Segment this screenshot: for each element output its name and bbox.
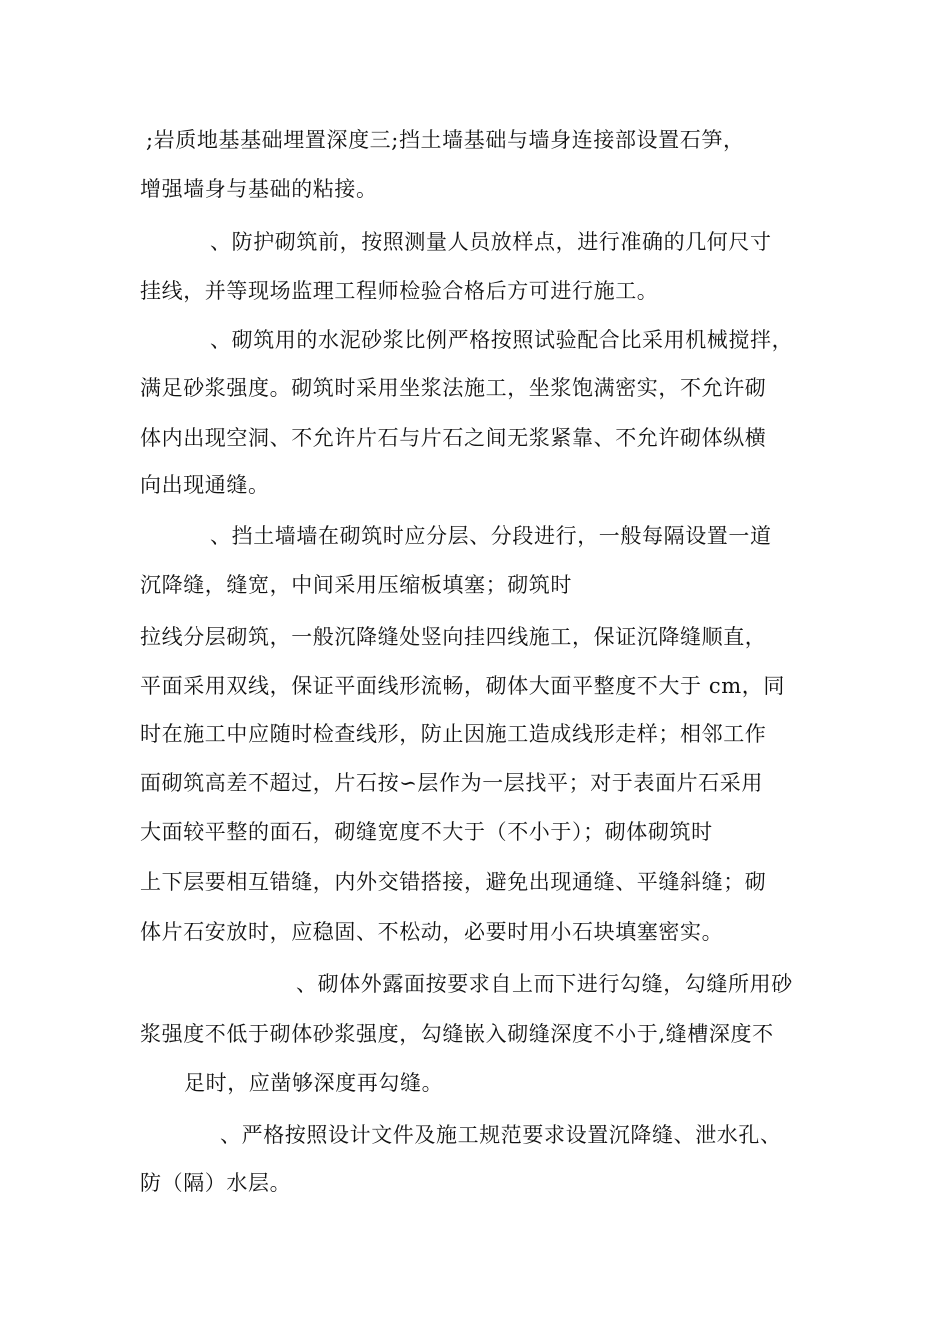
text-line: 平面采用双线，保证平面线形流畅，砌体大面平整度不大于 cm，同 bbox=[140, 674, 785, 698]
text-line: 面砌筑高差不超过，片石按∽层作为一层找平；对于表面片石采用 bbox=[140, 771, 763, 795]
text-line: 挂线，并等现场监理工程师检验合格后方可进行施工。 bbox=[140, 279, 659, 303]
text-line: 足时，应凿够深度再勾缝。 bbox=[184, 1071, 444, 1095]
text-line: 拉线分层砌筑，一般沉降缝处竖向挂四线施工，保证沉降缝顺直， bbox=[140, 625, 767, 649]
text-line: ;岩质地基基础埋置深度三;挡土墙基础与墙身连接部设置石笋， bbox=[146, 128, 745, 152]
text-line: 、挡土墙墙在砌筑时应分层、分段进行，一般每隔设置一道 bbox=[210, 524, 772, 548]
text-line: 浆强度不低于砌体砂浆强度，勾缝嵌入砌缝深度不小于,缝槽深度不 bbox=[140, 1022, 774, 1046]
text-line: 大面较平整的面石，砌缝宽度不大于（不小于）；砌体砌筑时 bbox=[140, 820, 713, 844]
text-line: 、砌筑用的水泥砂浆比例严格按照试验配合比采用机械搅拌， bbox=[210, 328, 794, 352]
text-line: 、严格按照设计文件及施工规范要求设置沉降缝、泄水孔、 bbox=[220, 1123, 782, 1147]
text-line: 防（隔）水层。 bbox=[140, 1171, 292, 1195]
text-line: 、砌体外露面按要求自上而下进行勾缝，勾缝所用砂 bbox=[296, 972, 793, 996]
text-line: 沉降缝，缝宽，中间采用压缩板填塞；砌筑时 bbox=[140, 573, 572, 597]
text-line: 上下层要相互错缝，内外交错搭接，避免出现通缝、平缝斜缝；砌 bbox=[140, 870, 767, 894]
text-line: 时在施工中应随时检查线形，防止因施工造成线形走样；相邻工作 bbox=[140, 722, 767, 746]
text-line: 向出现通缝。 bbox=[140, 473, 270, 497]
text-line: 体片石安放时，应稳固、不松动，必要时用小石块填塞密实。 bbox=[140, 920, 724, 944]
text-line: 满足砂浆强度。砌筑时采用坐浆法施工，坐浆饱满密实，不允许砌 bbox=[140, 376, 767, 400]
text-line: 、防护砌筑前，按照测量人员放样点，进行准确的几何尺寸 bbox=[210, 230, 772, 254]
text-line: 体内出现空洞、不允许片石与片石之间无浆紧靠、不允许砌体纵横 bbox=[140, 426, 767, 450]
text-line: 增强墙身与基础的粘接。 bbox=[140, 177, 378, 201]
